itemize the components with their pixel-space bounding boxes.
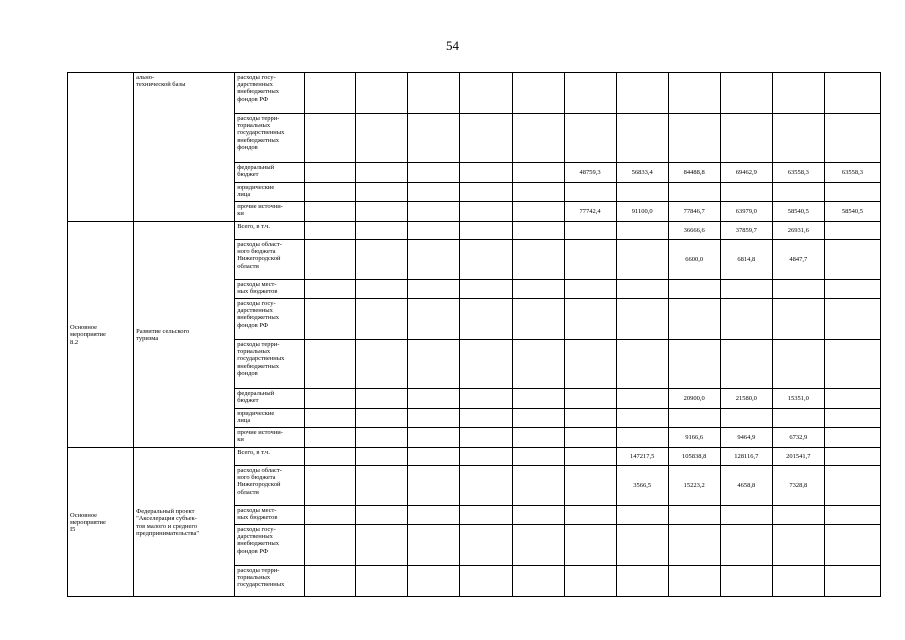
value-cell xyxy=(616,73,668,114)
value-cell xyxy=(460,222,512,240)
value-cell xyxy=(824,448,880,466)
value-cell xyxy=(772,340,824,389)
value-cell xyxy=(408,280,460,299)
value-cell xyxy=(460,506,512,525)
measure-cell: Основное мероприятие 8.2 xyxy=(68,222,134,448)
value-cell xyxy=(616,389,668,409)
value-cell: 36666,6 xyxy=(668,222,720,240)
value-cell xyxy=(356,114,408,163)
funding-source-cell: прочие источни- ки xyxy=(235,202,305,222)
value-cell: 21580,0 xyxy=(720,389,772,409)
value-cell: 56833,4 xyxy=(616,163,668,183)
value-cell xyxy=(305,240,356,280)
value-cell xyxy=(460,409,512,428)
value-cell: 26931,6 xyxy=(772,222,824,240)
value-cell xyxy=(512,114,564,163)
value-cell xyxy=(564,183,616,202)
value-cell xyxy=(408,163,460,183)
value-cell xyxy=(408,183,460,202)
value-cell xyxy=(305,299,356,340)
value-cell: 4847,7 xyxy=(772,240,824,280)
value-cell xyxy=(356,448,408,466)
value-cell xyxy=(824,340,880,389)
value-cell: 77846,7 xyxy=(668,202,720,222)
value-cell xyxy=(408,525,460,566)
value-cell xyxy=(460,448,512,466)
value-cell xyxy=(616,506,668,525)
value-cell xyxy=(564,448,616,466)
value-cell xyxy=(305,566,356,597)
value-cell xyxy=(356,409,408,428)
value-cell xyxy=(616,428,668,448)
value-cell xyxy=(512,506,564,525)
value-cell: 6814,8 xyxy=(720,240,772,280)
measure-name-cell: Развитие сельского туризма xyxy=(134,222,235,448)
value-cell xyxy=(616,409,668,428)
value-cell xyxy=(512,299,564,340)
funding-source-cell: расходы госу- дарственных внебюджетных фондов РФ xyxy=(235,73,305,114)
value-cell xyxy=(564,114,616,163)
value-cell: 20900,0 xyxy=(668,389,720,409)
value-cell xyxy=(356,202,408,222)
funding-source-cell: Всего, в т.ч. xyxy=(235,222,305,240)
value-cell xyxy=(824,73,880,114)
budget-table xyxy=(67,72,881,597)
value-cell xyxy=(408,506,460,525)
value-cell xyxy=(772,280,824,299)
measure-cell xyxy=(68,73,134,222)
value-cell: 147217,5 xyxy=(616,448,668,466)
value-cell xyxy=(772,506,824,525)
value-cell xyxy=(564,340,616,389)
value-cell xyxy=(305,340,356,389)
value-cell xyxy=(616,525,668,566)
value-cell xyxy=(564,280,616,299)
value-cell: 9166,6 xyxy=(668,428,720,448)
value-cell xyxy=(824,506,880,525)
value-cell xyxy=(668,280,720,299)
value-cell xyxy=(824,114,880,163)
value-cell xyxy=(305,114,356,163)
value-cell xyxy=(460,566,512,597)
value-cell xyxy=(720,280,772,299)
value-cell xyxy=(460,73,512,114)
value-cell xyxy=(772,566,824,597)
value-cell: 15351,0 xyxy=(772,389,824,409)
value-cell xyxy=(305,389,356,409)
value-cell xyxy=(356,240,408,280)
value-cell xyxy=(668,566,720,597)
value-cell xyxy=(356,428,408,448)
value-cell xyxy=(512,183,564,202)
value-cell xyxy=(824,389,880,409)
value-cell: 58540,5 xyxy=(824,202,880,222)
value-cell xyxy=(720,506,772,525)
value-cell: 48759,3 xyxy=(564,163,616,183)
value-cell xyxy=(408,340,460,389)
value-cell xyxy=(668,506,720,525)
value-cell xyxy=(720,183,772,202)
value-cell xyxy=(408,114,460,163)
page-number: 54 xyxy=(446,38,459,53)
value-cell xyxy=(460,428,512,448)
value-cell xyxy=(512,340,564,389)
value-cell xyxy=(512,466,564,506)
value-cell xyxy=(460,280,512,299)
value-cell xyxy=(564,73,616,114)
measure-name-cell: ально- технической базы xyxy=(134,73,235,222)
value-cell: 9464,9 xyxy=(720,428,772,448)
value-cell: 91100,0 xyxy=(616,202,668,222)
value-cell: 6600,0 xyxy=(668,240,720,280)
value-cell xyxy=(564,389,616,409)
value-cell xyxy=(460,525,512,566)
value-cell xyxy=(408,202,460,222)
value-cell xyxy=(512,163,564,183)
funding-source-cell: расходы мест- ных бюджетов xyxy=(235,506,305,525)
value-cell xyxy=(356,299,408,340)
value-cell: 105838,8 xyxy=(668,448,720,466)
funding-source-cell: юридические лица xyxy=(235,183,305,202)
value-cell xyxy=(460,240,512,280)
value-cell xyxy=(564,566,616,597)
value-cell xyxy=(616,222,668,240)
value-cell xyxy=(772,299,824,340)
value-cell xyxy=(305,428,356,448)
value-cell xyxy=(356,280,408,299)
value-cell xyxy=(408,409,460,428)
value-cell xyxy=(460,299,512,340)
measure-name-cell: Федеральный проект "Акселерация субъек- тов малого и среднего предпринимательства" xyxy=(134,448,235,597)
value-cell: 6732,9 xyxy=(772,428,824,448)
funding-source-cell: расходы терри- ториальных государственных xyxy=(235,566,305,597)
value-cell xyxy=(356,566,408,597)
value-cell xyxy=(408,240,460,280)
value-cell: 7328,8 xyxy=(772,466,824,506)
value-cell xyxy=(616,299,668,340)
value-cell: 128116,7 xyxy=(720,448,772,466)
funding-source-cell: расходы терри- ториальных государственных внебюджетных фондов xyxy=(235,340,305,389)
value-cell xyxy=(460,389,512,409)
value-cell xyxy=(512,448,564,466)
value-cell xyxy=(564,506,616,525)
value-cell xyxy=(305,448,356,466)
value-cell xyxy=(356,183,408,202)
value-cell xyxy=(305,525,356,566)
value-cell xyxy=(512,240,564,280)
value-cell xyxy=(408,448,460,466)
value-cell xyxy=(616,183,668,202)
funding-source-cell: расходы област- ного бюджета Нижегородской области xyxy=(235,466,305,506)
value-cell xyxy=(408,299,460,340)
value-cell xyxy=(772,183,824,202)
value-cell xyxy=(668,525,720,566)
value-cell xyxy=(616,240,668,280)
value-cell xyxy=(668,409,720,428)
value-cell xyxy=(772,73,824,114)
value-cell xyxy=(512,202,564,222)
value-cell xyxy=(668,183,720,202)
value-cell xyxy=(720,73,772,114)
value-cell xyxy=(460,340,512,389)
value-cell xyxy=(616,566,668,597)
funding-source-cell: расходы терри- ториальных государственных внебюджетных фондов xyxy=(235,114,305,163)
value-cell xyxy=(356,222,408,240)
value-cell xyxy=(720,340,772,389)
value-cell xyxy=(564,428,616,448)
value-cell xyxy=(356,163,408,183)
value-cell xyxy=(824,466,880,506)
funding-source-cell: расходы област- ного бюджета Нижегородской области xyxy=(235,240,305,280)
value-cell xyxy=(824,428,880,448)
funding-source-cell: федеральный бюджет xyxy=(235,389,305,409)
value-cell xyxy=(305,466,356,506)
value-cell xyxy=(824,566,880,597)
value-cell xyxy=(824,280,880,299)
value-cell: 15223,2 xyxy=(668,466,720,506)
value-cell xyxy=(460,163,512,183)
value-cell xyxy=(512,409,564,428)
value-cell xyxy=(512,566,564,597)
value-cell xyxy=(824,240,880,280)
value-cell xyxy=(824,409,880,428)
value-cell xyxy=(408,73,460,114)
value-cell: 201541,7 xyxy=(772,448,824,466)
value-cell xyxy=(460,183,512,202)
value-cell: 84488,8 xyxy=(668,163,720,183)
value-cell xyxy=(460,202,512,222)
value-cell xyxy=(720,525,772,566)
funding-source-cell: расходы госу- дарственных внебюджетных фондов РФ xyxy=(235,299,305,340)
measure-cell: Основное мероприятие I5 xyxy=(68,448,134,597)
value-cell: 63979,0 xyxy=(720,202,772,222)
value-cell xyxy=(356,466,408,506)
value-cell xyxy=(512,73,564,114)
value-cell: 37859,7 xyxy=(720,222,772,240)
value-cell xyxy=(356,340,408,389)
value-cell: 58540,5 xyxy=(772,202,824,222)
value-cell xyxy=(512,525,564,566)
table-row xyxy=(68,222,881,240)
value-cell xyxy=(772,114,824,163)
value-cell xyxy=(512,280,564,299)
value-cell xyxy=(408,466,460,506)
value-cell xyxy=(512,389,564,409)
value-cell xyxy=(824,183,880,202)
funding-source-cell: Всего, в т.ч. xyxy=(235,448,305,466)
value-cell xyxy=(408,428,460,448)
value-cell xyxy=(616,114,668,163)
value-cell xyxy=(564,409,616,428)
table-row xyxy=(68,448,881,466)
value-cell xyxy=(564,525,616,566)
value-cell xyxy=(460,114,512,163)
value-cell: 4658,8 xyxy=(720,466,772,506)
value-cell xyxy=(824,299,880,340)
funding-source-cell: расходы госу- дарственных внебюджетных фондов РФ xyxy=(235,525,305,566)
value-cell xyxy=(305,280,356,299)
value-cell xyxy=(668,299,720,340)
value-cell xyxy=(356,389,408,409)
value-cell: 69462,9 xyxy=(720,163,772,183)
value-cell xyxy=(668,73,720,114)
funding-source-cell: расходы мест- ных бюджетов xyxy=(235,280,305,299)
value-cell: 77742,4 xyxy=(564,202,616,222)
value-cell xyxy=(305,163,356,183)
value-cell xyxy=(408,566,460,597)
value-cell xyxy=(772,409,824,428)
value-cell xyxy=(720,299,772,340)
funding-source-cell: юридические лица xyxy=(235,409,305,428)
funding-source-cell: прочие источни- ки xyxy=(235,428,305,448)
value-cell xyxy=(305,409,356,428)
value-cell xyxy=(356,506,408,525)
value-cell xyxy=(616,340,668,389)
value-cell: 63558,3 xyxy=(824,163,880,183)
value-cell xyxy=(772,525,824,566)
value-cell xyxy=(305,506,356,525)
value-cell xyxy=(305,202,356,222)
value-cell xyxy=(824,222,880,240)
value-cell xyxy=(512,222,564,240)
value-cell: 63558,3 xyxy=(772,163,824,183)
value-cell xyxy=(305,183,356,202)
value-cell xyxy=(408,222,460,240)
value-cell xyxy=(720,566,772,597)
value-cell: 3566,5 xyxy=(616,466,668,506)
value-cell xyxy=(720,409,772,428)
value-cell xyxy=(305,222,356,240)
value-cell xyxy=(305,73,356,114)
value-cell xyxy=(616,280,668,299)
value-cell xyxy=(460,466,512,506)
table-row xyxy=(68,73,881,114)
value-cell xyxy=(720,114,772,163)
value-cell xyxy=(564,466,616,506)
value-cell xyxy=(564,222,616,240)
value-cell xyxy=(824,525,880,566)
value-cell xyxy=(356,73,408,114)
value-cell xyxy=(564,299,616,340)
value-cell xyxy=(512,428,564,448)
value-cell xyxy=(408,389,460,409)
value-cell xyxy=(356,525,408,566)
value-cell xyxy=(564,240,616,280)
value-cell xyxy=(668,114,720,163)
value-cell xyxy=(668,340,720,389)
funding-source-cell: федеральный бюджет xyxy=(235,163,305,183)
